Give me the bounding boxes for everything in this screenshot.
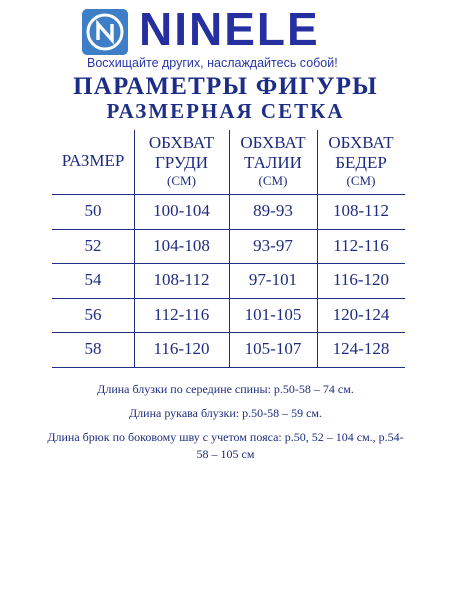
- measurement-cell: 108-112: [332, 201, 390, 221]
- size-cell: 50: [84, 201, 102, 221]
- header-label: ОБХВАТ БЕДЕР: [328, 133, 394, 172]
- size-cell: 56: [84, 304, 102, 324]
- measurement-cell: 124-128: [332, 339, 390, 359]
- table-header-cell: [229, 133, 317, 188]
- measurement-cell: 100-104: [153, 201, 210, 221]
- header-unit: (СМ): [258, 173, 288, 188]
- measurement-cell: 93-97: [253, 235, 293, 255]
- header-label: ОБХВАТ ГРУДИ: [148, 133, 215, 172]
- measurement-cell: 120-124: [332, 304, 390, 324]
- page-title: ПАРАМЕТРЫ ФИГУРЫ: [73, 73, 378, 100]
- note-line: Длина блузки по середине спины: р.50-58 – 74 см.: [97, 382, 354, 396]
- brand-header: [0, 0, 451, 72]
- header-unit: (СМ): [167, 173, 196, 188]
- size-cell: 52: [84, 235, 102, 255]
- measurement-cell: 101-105: [244, 304, 302, 324]
- table-row-divider: [52, 367, 405, 368]
- table-header-cell: [134, 133, 229, 188]
- header-unit: (СМ): [346, 173, 376, 188]
- measurement-cell: 104-108: [153, 235, 210, 255]
- page-subtitle: РАЗМЕРНАЯ СЕТКА: [106, 99, 345, 123]
- size-cell: 54: [84, 270, 102, 290]
- measurement-cell: 108-112: [153, 270, 210, 290]
- brand-logo-icon: [82, 9, 128, 55]
- measurement-cell: 97-101: [248, 270, 298, 290]
- note-line: Длина брюк по боковому шву с учетом пояса: р.50, 52 – 104 см., р.54-58 – 105 см: [47, 430, 404, 461]
- table-column-divider: [229, 130, 230, 367]
- measurement-cell: 89-93: [253, 201, 293, 221]
- header-label: ОБХВАТ ТАЛИИ: [240, 133, 306, 172]
- brand-name: NINELE: [139, 3, 320, 55]
- table-header-cell: [317, 133, 405, 188]
- measurement-cell: 116-120: [332, 270, 390, 290]
- note-line: Длина рукава блузки: р.50-58 – 59 см.: [128, 406, 323, 420]
- measurement-cell: 112-116: [333, 235, 389, 255]
- measurement-cell: 112-116: [153, 304, 210, 324]
- size-cell: 58: [84, 339, 102, 359]
- header-label: РАЗМЕР: [61, 151, 125, 170]
- measurement-cell: 105-107: [244, 339, 302, 359]
- measurement-cell: 116-120: [153, 339, 210, 359]
- table-column-divider: [134, 130, 135, 367]
- brand-tagline: Восхищайте других, наслаждайтесь собой!: [87, 56, 338, 70]
- table-column-divider: [317, 130, 318, 367]
- table-header-cell: [52, 151, 134, 171]
